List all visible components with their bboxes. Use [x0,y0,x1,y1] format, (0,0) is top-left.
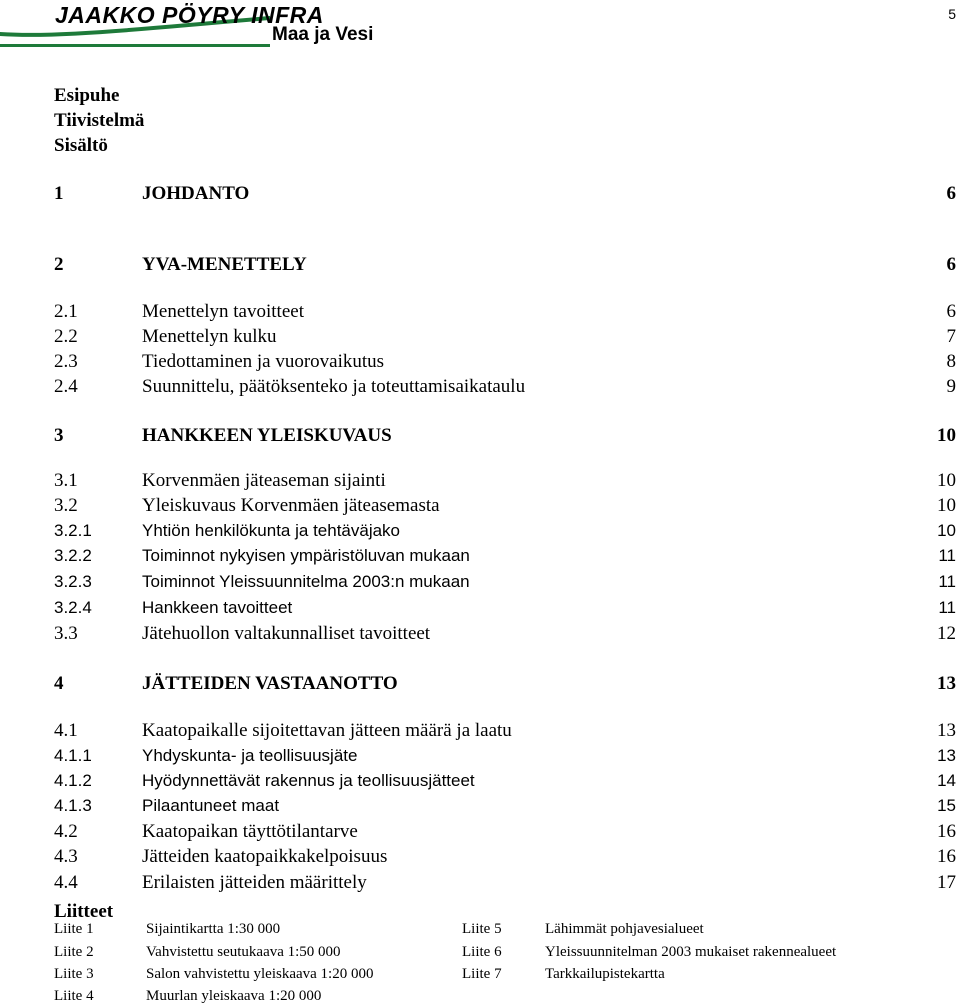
page-number: 5 [948,6,956,22]
preface-tiivistelma: Tiivistelmä [54,110,145,131]
toc-title: Hyödynnettävät rakennus ja teollisuusjätteet [142,771,475,790]
toc-entry [54,672,956,696]
toc-entry [54,845,956,869]
toc-title: Menettelyn kulku [142,326,277,347]
toc-page: 6 [946,301,956,322]
toc-page: 13 [937,673,956,694]
toc-num: 4.1.2 [54,771,92,790]
toc-num: 2.3 [54,351,78,372]
toc-entry [54,350,956,374]
toc-title: Hankkeen tavoitteet [142,598,293,617]
toc-num: 2 [54,254,64,275]
toc-page: 14 [937,771,956,790]
attachment-title: Salon vahvistettu yleiskaava 1:20 000 [146,966,374,982]
preface-sisalto: Sisältö [54,135,108,156]
toc-num: 3.2.4 [54,598,92,617]
attachment-label: Liite 2 [54,944,94,960]
toc-page: 17 [937,872,956,893]
toc-entry [54,182,956,206]
toc-num: 2.4 [54,376,78,397]
toc-title: Jätehuollon valtakunnalliset tavoitteet [142,623,431,644]
toc-entry [54,469,956,493]
toc-page: 10 [937,521,956,540]
attachment-title: Yleissuunnitelman 2003 mukaiset rakennealueet [545,944,837,960]
toc-entry [54,871,956,895]
toc-num: 3.2 [54,495,78,516]
attachment-label: Liite 3 [54,966,94,982]
toc-entry [54,544,956,568]
toc-page: 13 [937,720,956,741]
toc-title: Kaatopaikan täyttötilantarve [142,821,358,842]
toc-num: 3.1 [54,470,78,491]
toc-title: Yhtiön henkilökunta ja tehtäväjako [142,521,401,540]
toc-title: Toiminnot Yleissuunnitelma 2003:n mukaan [142,572,470,591]
toc-title: Suunnittelu, päätöksenteko ja toteuttamisaikataulu [142,376,526,397]
toc-num: 1 [54,183,64,204]
toc-page: 12 [937,623,956,644]
toc-num: 4.3 [54,846,78,867]
toc-num: 3 [54,425,64,446]
toc-entry [54,820,956,844]
attachment-label: Liite 4 [54,988,94,1004]
toc-title: Jätteiden kaatopaikkakelpoisuus [142,846,388,867]
toc-entry [54,719,956,743]
toc-entry [54,570,956,594]
toc-title: JÄTTEIDEN VASTAANOTTO [142,673,398,694]
toc-num: 4.1.1 [54,746,92,765]
toc-title: JOHDANTO [142,183,250,204]
toc-page: 16 [937,821,956,842]
toc-entry [54,622,956,646]
attachment-label: Liite 5 [462,921,502,937]
preface-esipuhe: Esipuhe [54,85,120,106]
toc-entry [54,253,956,277]
toc-entry [54,325,956,349]
toc-entry [54,424,956,448]
attachment-title: Vahvistettu seutukaava 1:50 000 [146,944,341,960]
toc-title: Toiminnot nykyisen ympäristöluvan mukaan [142,546,470,565]
toc-page: 6 [946,183,956,204]
toc-page: 6 [946,254,956,275]
toc-title: Pilaantuneet maat [142,796,280,815]
toc-title: Erilaisten jätteiden määrittely [142,872,367,893]
attachment-label: Liite 1 [54,921,94,937]
attachment-title: Lähimmät pohjavesialueet [545,921,704,937]
toc-num: 3.2.1 [54,521,92,540]
attachments-heading: Liitteet [54,901,114,922]
toc-num: 2.1 [54,301,78,322]
toc-page: 8 [946,351,956,372]
toc-page: 7 [946,326,956,347]
toc-title: Yhdyskunta- ja teollisuusjäte [142,746,358,765]
logo-division-name: Maa ja Vesi [272,24,374,45]
toc-num: 2.2 [54,326,78,347]
toc-num: 3.3 [54,623,78,644]
toc-num: 3.2.3 [54,572,92,591]
attachment-title: Tarkkailupistekartta [545,966,665,982]
toc-page: 11 [938,598,956,617]
toc-entry [54,519,956,543]
toc-page: 9 [946,376,956,397]
toc-num: 3.2.2 [54,546,92,565]
toc-entry [54,300,956,324]
toc-page: 10 [937,495,956,516]
toc-page: 13 [937,746,956,765]
company-logo [0,0,380,52]
attachment-label: Liite 7 [462,966,502,982]
toc-page: 11 [938,572,956,591]
toc-entry [54,596,956,620]
toc-title: Yleiskuvaus Korvenmäen jäteasemasta [142,495,440,516]
toc-num: 4.1.3 [54,796,92,815]
toc-entry [54,375,956,399]
toc-title: Kaatopaikalle sijoitettavan jätteen määrä ja laatu [142,720,512,741]
attachment-title: Sijaintikartta 1:30 000 [146,921,281,937]
toc-num: 4.2 [54,821,78,842]
toc-page: 10 [937,470,956,491]
toc-page: 16 [937,846,956,867]
attachment-title: Muurlan yleiskaava 1:20 000 [146,988,322,1004]
toc-entry [54,769,956,793]
logo-brand-name: JAAKKO PÖYRY INFRA [55,2,324,28]
attachment-label: Liite 6 [462,944,502,960]
toc-entry [54,744,956,768]
toc-page: 11 [938,546,956,565]
toc-title: Korvenmäen jäteaseman sijainti [142,470,386,491]
toc-num: 4.4 [54,872,78,893]
toc-title: Menettelyn tavoitteet [142,301,304,322]
toc-title: YVA-MENETTELY [142,254,307,275]
toc-num: 4.1 [54,720,78,741]
toc-title: Tiedottaminen ja vuorovaikutus [142,351,385,372]
toc-page: 10 [937,425,956,446]
toc-entry [54,494,956,518]
toc-page: 15 [937,796,956,815]
toc-title: HANKKEEN YLEISKUVAUS [142,425,392,446]
toc-num: 4 [54,673,64,694]
toc-entry [54,794,956,818]
